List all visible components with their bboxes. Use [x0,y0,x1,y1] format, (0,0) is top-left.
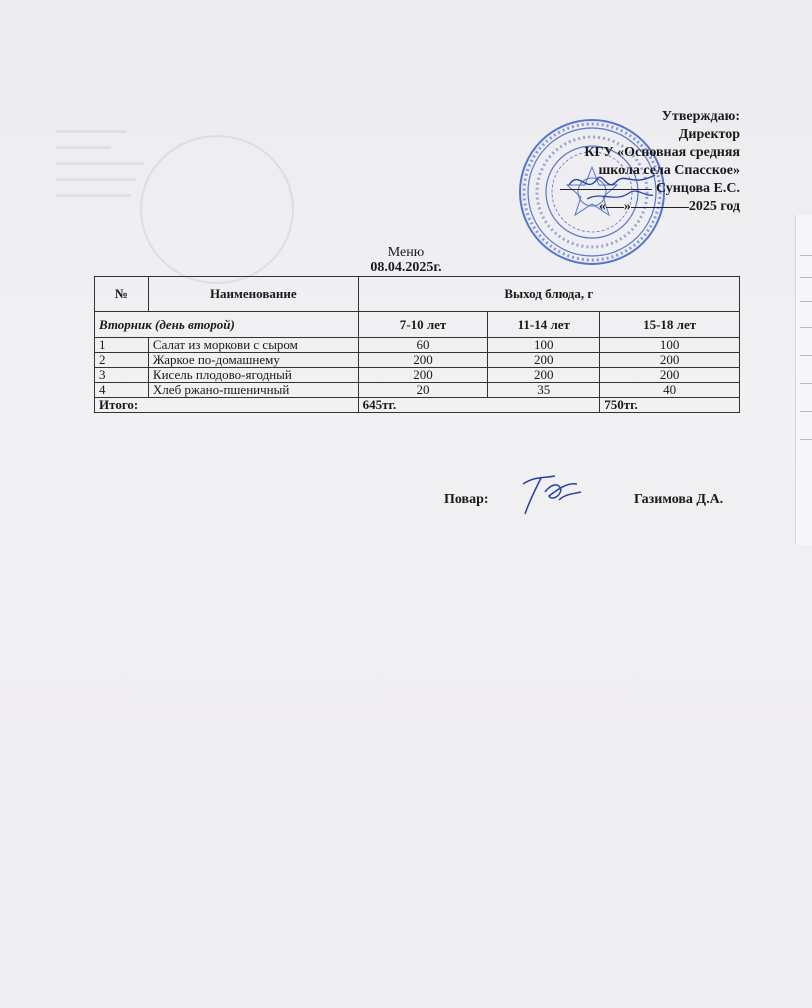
table-row [95,338,740,353]
portion-value: 100 [488,338,600,353]
portion-value: 60 [358,338,488,353]
approval-date-line: « » 2025 год [598,199,740,214]
approval-organization: КГУ «Основная средняя [584,145,740,160]
portion-value: 100 [600,338,740,353]
bleed-through-text [56,178,136,181]
bleed-through-text [56,162,144,165]
portion-value: 200 [488,353,600,368]
approval-position: Директор [678,127,740,142]
bleed-through-text [56,194,131,197]
portion-value: 40 [600,383,740,398]
approval-director-name: Сунцова Е.С. [655,181,740,196]
cook-label: Повар: [444,492,489,507]
approval-organization-2: школа села Спасское» [598,163,740,178]
table-row [95,368,740,383]
cook-signature-icon [515,470,585,518]
age-group: 7-10 лет [358,312,488,338]
portion-value: 200 [488,368,600,383]
table-row [95,353,740,368]
day-label: Вторник (день второй) [95,312,359,338]
table-header-row [95,277,740,312]
document-date: 08.04.2025г. [370,260,442,275]
total-row [95,398,740,413]
cook-name: Газимова Д.А. [634,492,724,507]
day-row [95,312,740,338]
header-number: № [95,277,149,312]
bleed-through-text [56,130,126,133]
portion-value: 35 [488,383,600,398]
total-price-1: 645тг. [358,398,600,413]
row-number: 2 [95,353,149,368]
age-group: 15-18 лет [600,312,740,338]
header-output: Выход блюда, г [358,277,739,312]
row-number: 4 [95,383,149,398]
dish-name: Салат из моркови с сыром [148,338,358,353]
approval-signature-line [560,180,740,198]
total-label: Итого: [95,398,359,413]
row-number: 3 [95,368,149,383]
menu-table [94,276,740,413]
approval-year: 2025 год [688,199,740,214]
portion-value: 20 [358,383,488,398]
total-price-2: 750тг. [600,398,740,413]
table-row [95,383,740,398]
header-name: Наименование [148,277,358,312]
portion-value: 200 [600,368,740,383]
age-group: 11-14 лет [488,312,600,338]
approval-block [560,108,740,216]
document-title: Меню [387,245,425,260]
portion-value: 200 [600,353,740,368]
portion-value: 200 [358,353,488,368]
dish-name: Хлеб ржано-пшеничный [148,383,358,398]
dish-name: Жаркое по-домашнему [148,353,358,368]
approval-title: Утверждаю: [661,109,740,124]
portion-value: 200 [358,368,488,383]
bleed-through-text [56,146,111,149]
row-number: 1 [95,338,149,353]
dish-name: Кисель плодово-ягодный [148,368,358,383]
